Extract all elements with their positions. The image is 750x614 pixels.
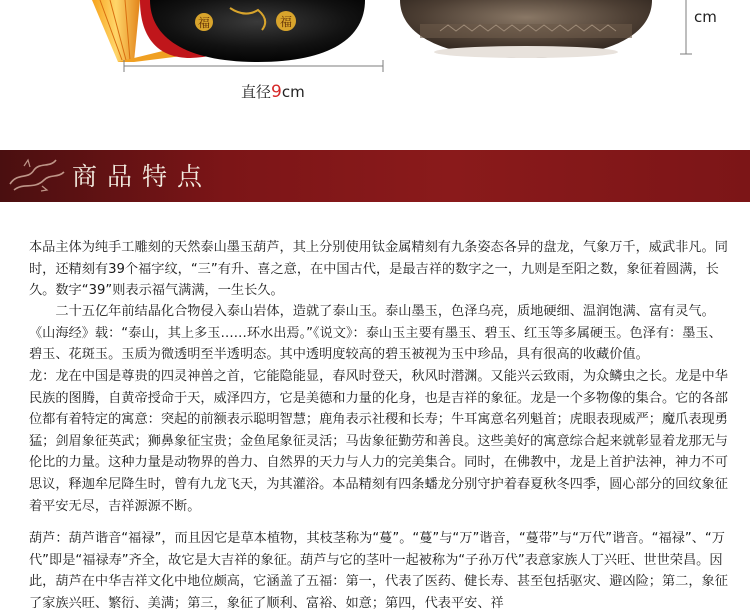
height-dimension-line bbox=[680, 0, 692, 54]
fu-emblem: 福 bbox=[279, 15, 293, 29]
section-banner bbox=[0, 150, 750, 202]
product-photo-area bbox=[0, 0, 750, 128]
diameter-label: 直径9cm bbox=[241, 82, 305, 102]
fu-emblem: 福 bbox=[197, 16, 211, 30]
height-unit-label: cm bbox=[694, 8, 717, 26]
paragraph-taishan-jade: 二十五亿年前结晶化合物侵入泰山岩体，造就了泰山玉。泰山墨玉，色泽乌亮，质地硬细、温润饱满、富有灵气。《山海经》载：“泰山，其上多玉……环水出焉。”《说文》：泰山玉主要有墨玉、碧玉、红玉等多属硬玉。色泽有：墨玉、碧玉、花斑玉。玉质为微透明至半透明态。其中透明度较高的碧玉被视为玉中珍品，具有很高的收藏价值。 bbox=[29, 304, 722, 363]
product-photo bbox=[0, 0, 750, 128]
brown-gourd bbox=[400, 0, 652, 58]
paragraph-gourd: 葫芦：葫芦谐音“福禄”，而且因它是草本植物，其枝茎称为“蔓”。“蔓”与“万”谐音，“蔓带”与“万代”谐音。“福禄”、“万代”即是“福禄寿”齐全，故它是大吉祥的象征。葫芦与它的茎叶一起被称为“子孙万代”表意家族人丁兴旺、世世荣昌。因此，葫芦在中华吉祥文化中地位颇高，它涵盖了五福：第一，代表了医药、健长寿、甚至包括驱灾、避凶险；第二，象征了家族兴旺、繁衍、美满；第三，象征了顺利、富裕、如意；第四，代表平安、祥 bbox=[29, 531, 728, 611]
dragon-motif-icon bbox=[4, 150, 68, 202]
paragraph-dragon: 龙：龙在中国是尊贵的四灵神兽之首，它能隐能显，春风时登天，秋风时潜渊。又能兴云致雨，为众鳞虫之长。龙是中华民族的图腾，自黄帝授命于天，威泽四方，它是美德和力量的化身，也是吉祥的象征。龙是一个多物像的集合。它的各部位都有着特定的寓意：突起的前额表示聪明智慧；鹿角表示社稷和长寿；牛耳寓意名列魁首；虎眼表现威严；魔爪表现勇猛；剑眉象征英武；狮鼻象征宝贵；金鱼尾象征灵活；马齿象征勤劳和善良。这些美好的寓意综合起来就彰显着龙那无与伦比的力量。这种力量是动物界的兽力、自然界的天力与人力的完美集合。同时，在佛教中，龙是上首护法神，神力不可思议，释迦牟尼降生时，曾有九龙飞天，为其灌浴。本品精刻有四条蟠龙分别守护着春夏秋冬四季，圆心部分的回纹象征着平安无尽，吉祥源源不断。 bbox=[29, 369, 728, 514]
paragraph-intro: 本品主体为纯手工雕刻的天然泰山墨玉葫芦，其上分别使用钛金属精刻有九条姿态各异的盘龙，气象万千，威武非凡。同时，还精刻有39个福字纹，“三”有升、喜之意，在中国古代，是最吉祥的数字之一，九则是至阳之数，象征着圆满，长久。数字“39”则表示福气满满，一生长久。 bbox=[29, 240, 728, 299]
section-title: 商品特点 bbox=[72, 162, 213, 191]
